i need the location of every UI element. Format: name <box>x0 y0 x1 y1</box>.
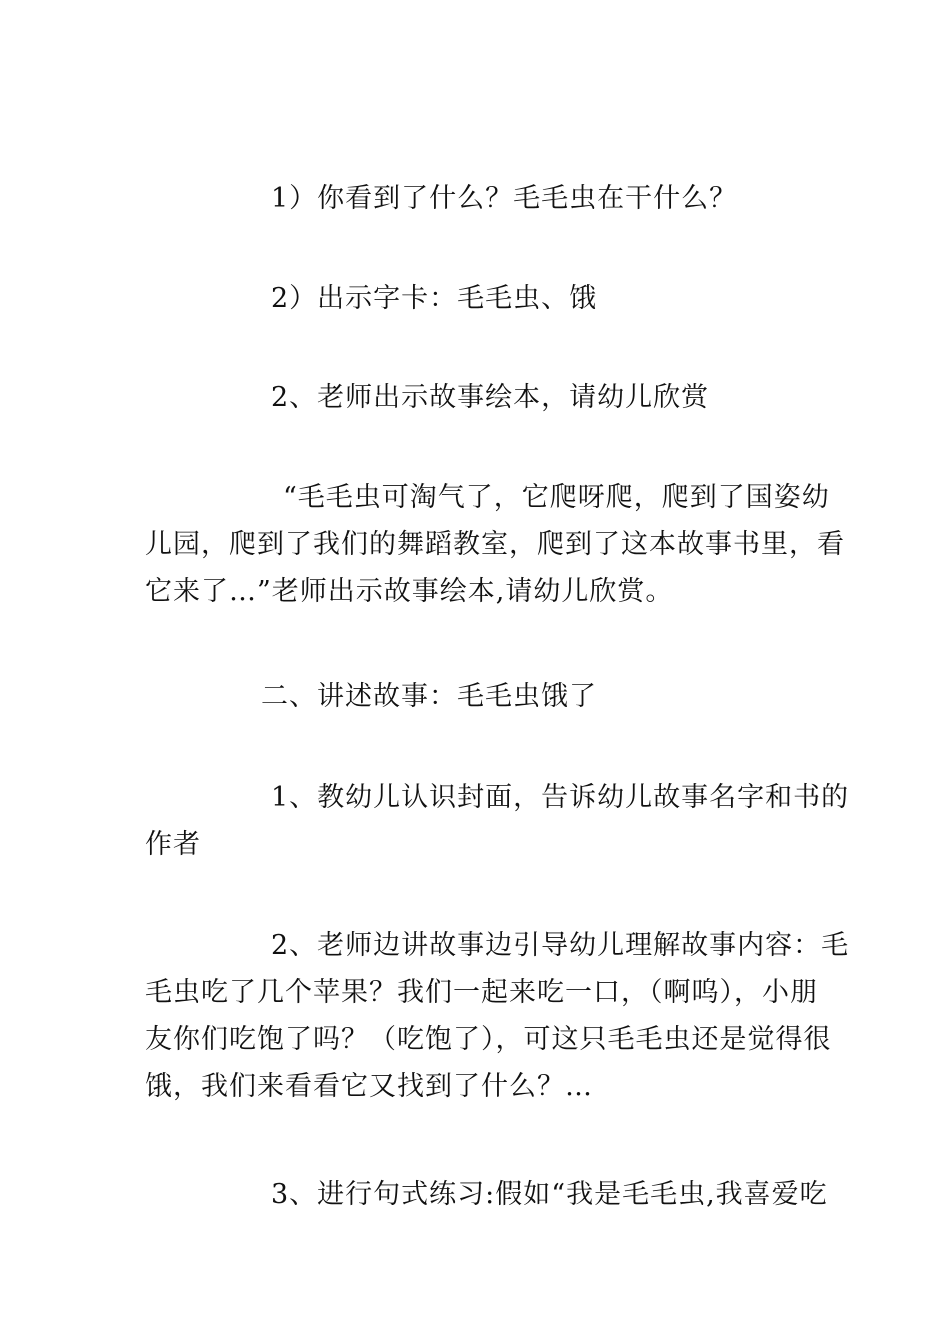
paragraph-show-picture-book <box>145 374 805 421</box>
paragraph-sentence-practice <box>145 1171 828 1218</box>
paragraph-line: 3、进行句式练习:假如“我是毛毛虫,我喜爱吃 <box>271 1179 828 1210</box>
paragraph-line: 它来了…”老师出示故事绘本,请幼儿欣赏。 <box>145 576 674 607</box>
section-heading-story <box>145 673 805 720</box>
paragraph-line: 2、老师出示故事绘本，请幼儿欣赏 <box>271 382 710 413</box>
paragraph-line: 作者 <box>145 829 201 860</box>
paragraph-line: 二、讲述故事：毛毛虫饿了 <box>261 681 597 712</box>
paragraph-story-telling <box>145 922 850 1110</box>
paragraph-line: 毛虫吃了几个苹果？我们一起来吃一口，（啊呜），小朋 <box>145 977 818 1008</box>
paragraph-line: 儿园，爬到了我们的舞蹈教室，爬到了这本故事书里，看 <box>145 529 845 560</box>
paragraph-cover-intro <box>145 774 850 868</box>
paragraph-line: 友你们吃饱了吗？（吃饱了），可这只毛毛虫还是觉得很 <box>145 1024 832 1055</box>
paragraph-line: 1、教幼儿认识封面，告诉幼儿故事名字和书的 <box>271 782 850 813</box>
paragraph-question-1 <box>145 175 805 222</box>
paragraph-line: 2、老师边讲故事边引导幼儿理解故事内容：毛 <box>271 930 850 961</box>
paragraph-caterpillar-intro <box>145 474 845 615</box>
paragraph-line: 饿，我们来看看它又找到了什么？… <box>145 1071 593 1102</box>
paragraph-line: 1）你看到了什么？毛毛虫在干什么？ <box>271 183 738 214</box>
paragraph-word-cards <box>145 275 805 322</box>
paragraph-line: “毛毛虫可淘气了，它爬呀爬，爬到了国姿幼 <box>283 482 830 513</box>
paragraph-line: 2）出示字卡：毛毛虫、饿 <box>271 283 598 314</box>
